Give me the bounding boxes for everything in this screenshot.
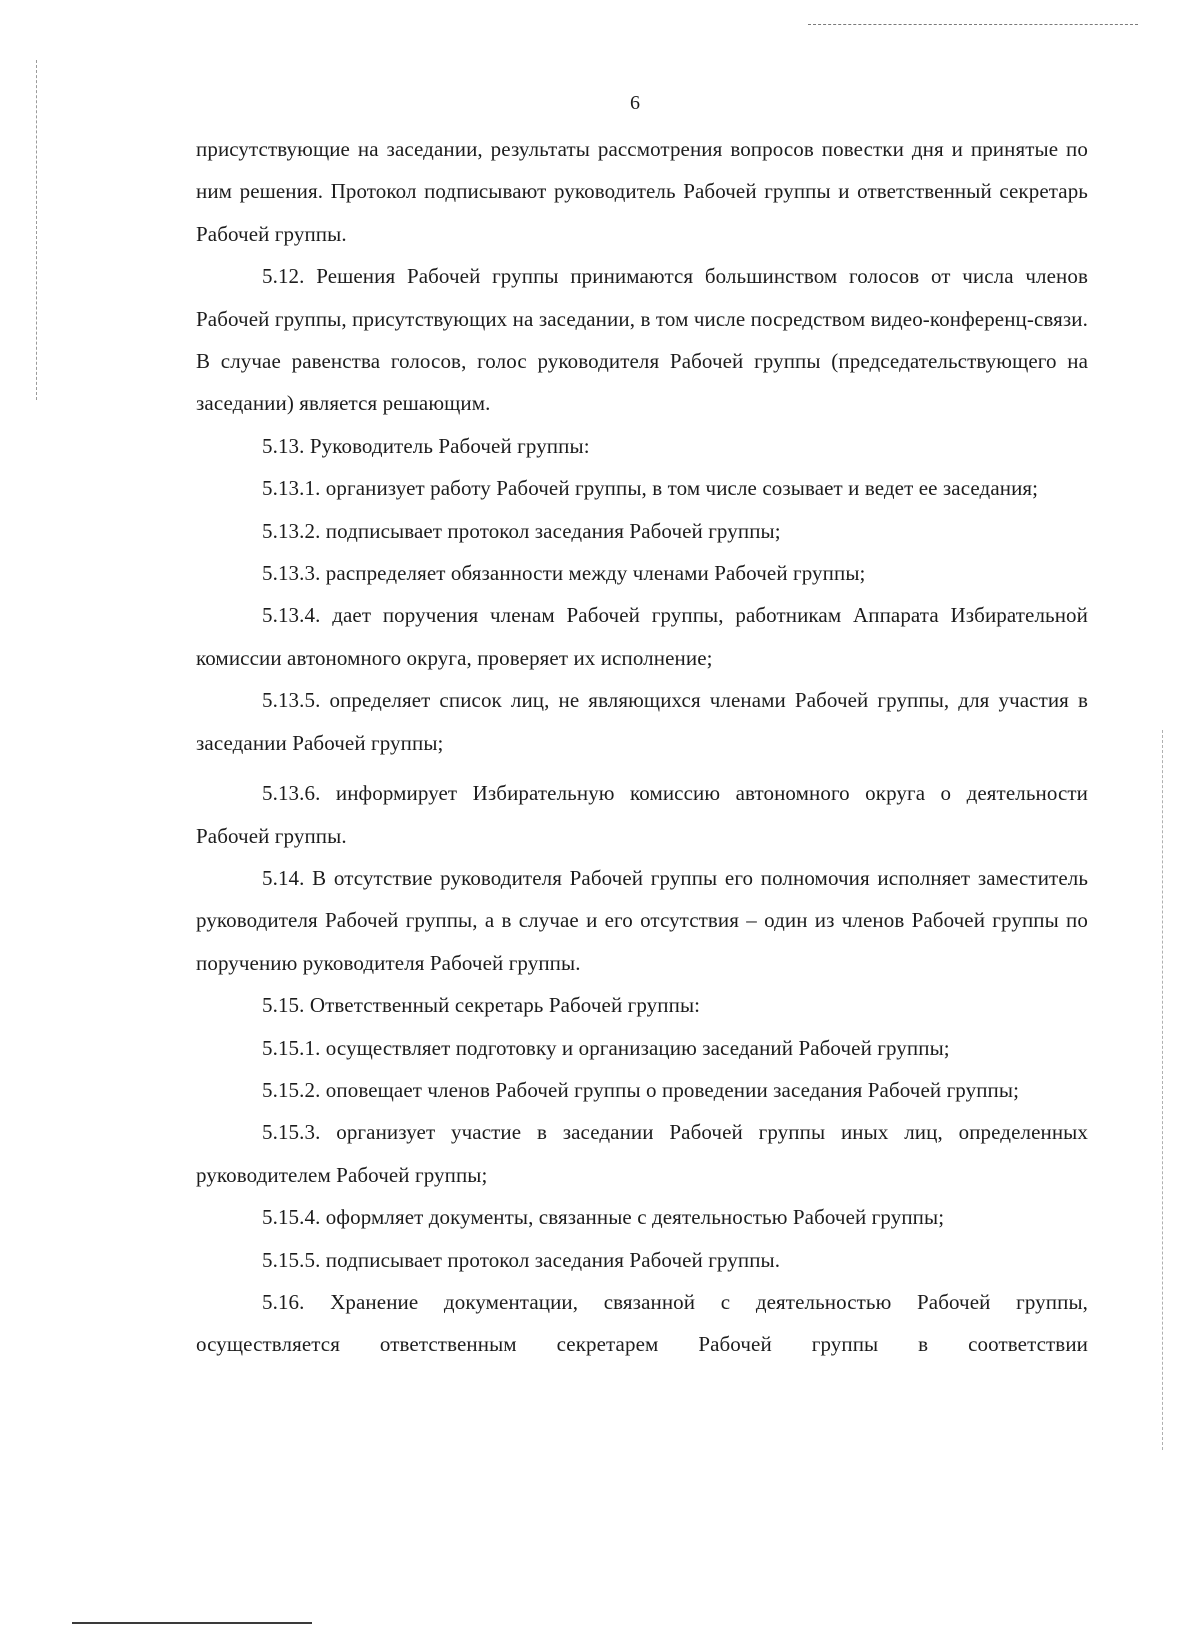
scan-bottom-line <box>72 1622 312 1624</box>
paragraph-5-15-5: 5.15.5. подписывает протокол заседания Рабочей группы. <box>262 1247 781 1272</box>
paragraph-5-15-3: 5.15.3. организует участие в заседании Рабочей группы иных лиц, определенных руководителем Рабочей группы; <box>196 1120 1088 1187</box>
paragraph-continuation: присутствующие на заседании, результаты рассмотрения вопросов повестки дня и принятые по ним решения. Протокол подписывают руководитель Рабочей группы и ответственный секретарь Рабочей группы. <box>196 137 1088 246</box>
paragraph-5-14: 5.14. В отсутствие руководителя Рабочей группы его полномочия исполняет заместитель руководителя Рабочей группы, а в случае и его отсутствия – один из членов Рабочей группы по поручению руководителя Рабочей группы. <box>196 865 1088 975</box>
document-body <box>196 128 1088 1366</box>
paragraph-5-15-1: 5.15.1. осуществляет подготовку и организацию заседаний Рабочей группы; <box>262 1035 950 1060</box>
paragraph-5-16: 5.16. Хранение документации, связанной с деятельностью Рабочей группы, осуществляется ответственным секретарем Рабочей группы в соответствии <box>196 1289 1088 1357</box>
paragraph-5-13-3: 5.13.3. распределяет обязанности между членами Рабочей группы; <box>262 561 866 586</box>
paragraph-5-13-4: 5.13.4. дает поручения членам Рабочей группы, работникам Аппарата Избирательной комиссии автономного округа, проверяет их исполнение; <box>196 603 1088 670</box>
paragraph-5-13-5: 5.13.5. определяет список лиц, не являющихся членами Рабочей группы, для участия в заседании Рабочей группы; <box>196 688 1088 755</box>
paragraph-5-12: 5.12. Решения Рабочей группы принимаются большинством голосов от числа членов Рабочей группы, присутствующих на заседании, в том числе посредством видео-конференц-связи. В случае равенства голосов, голос руководителя Рабочей группы (председательствующего на заседании) является решающим. <box>196 264 1088 416</box>
paragraph-5-13: 5.13. Руководитель Рабочей группы: <box>262 433 590 458</box>
scan-top-line <box>808 24 1138 25</box>
paragraph-5-13-6: 5.13.6. информирует Избирательную комиссию автономного округа о деятельности Рабочей группы. <box>196 781 1088 848</box>
scan-margin-mark-right <box>1162 730 1163 1450</box>
paragraph-5-13-2: 5.13.2. подписывает протокол заседания Рабочей группы; <box>262 518 781 543</box>
paragraph-5-15: 5.15. Ответственный секретарь Рабочей группы: <box>262 993 701 1018</box>
paragraph-5-15-2: 5.15.2. оповещает членов Рабочей группы о проведении заседания Рабочей группы; <box>262 1077 1020 1102</box>
page-number: 6 <box>630 92 640 114</box>
paragraph-5-15-4: 5.15.4. оформляет документы, связанные с деятельностью Рабочей группы; <box>262 1205 945 1230</box>
paragraph-5-13-1: 5.13.1. организует работу Рабочей группы, в том числе созывает и ведет ее заседания; <box>262 476 1039 501</box>
